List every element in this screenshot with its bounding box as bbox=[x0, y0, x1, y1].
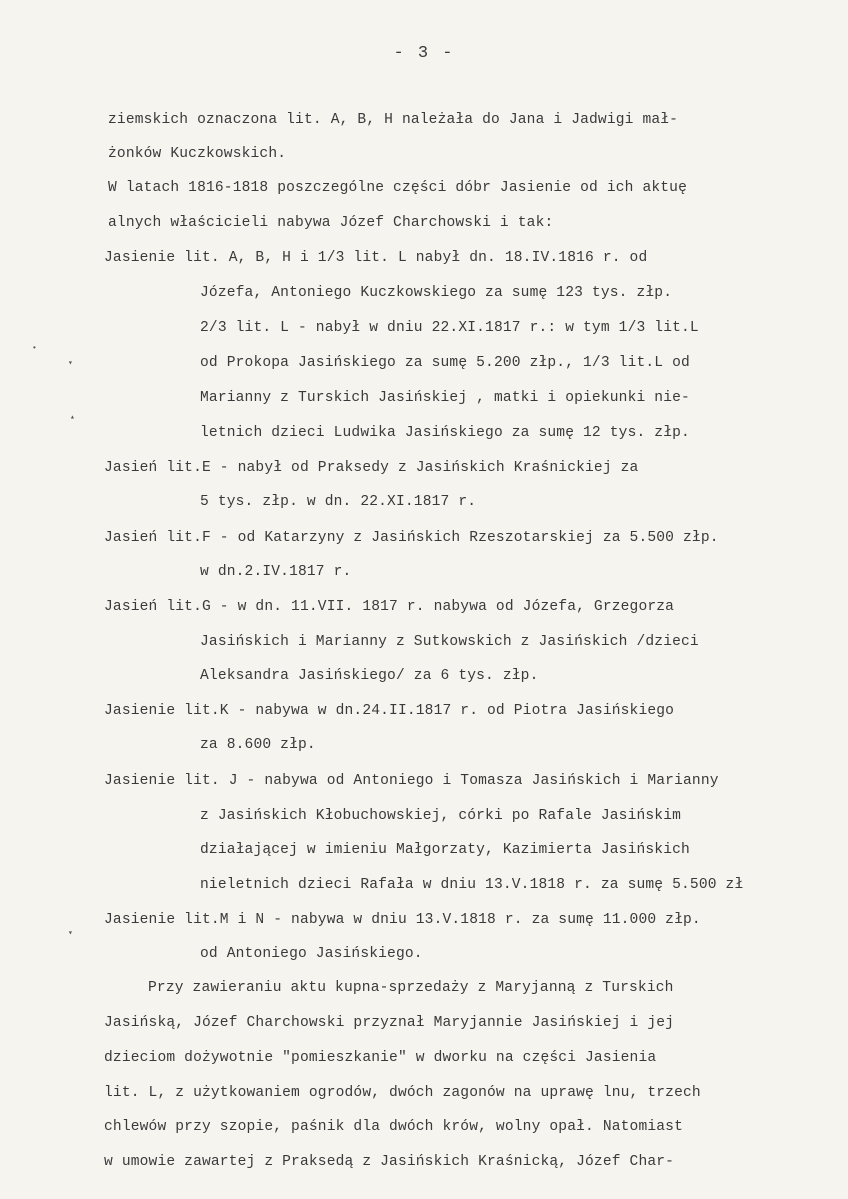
text-line: chlewów przy szopie, paśnik dla dwóch krów, wolny opał. Natomiast bbox=[104, 1119, 683, 1135]
text-line: Marianny z Turskich Jasińskiej , matki i opiekunki nie- bbox=[200, 390, 690, 406]
text-line: lit. L, z użytkowaniem ogrodów, dwóch zagonów na uprawę lnu, trzech bbox=[104, 1085, 701, 1101]
text-line: letnich dzieci Ludwika Jasińskiego za sumę 12 tys. złp. bbox=[200, 425, 690, 441]
text-line: nieletnich dzieci Rafała w dniu 13.V.1818 r. za sumę 5.500 zł bbox=[200, 877, 744, 893]
text-line: w umowie zawartej z Praksedą z Jasińskich Kraśnicką, Józef Char- bbox=[104, 1154, 675, 1170]
text-line: żonków Kuczkowskich. bbox=[108, 146, 287, 162]
text-line: ziemskich oznaczona lit. A, B, H należała do Jana i Jadwigi mał- bbox=[108, 112, 679, 128]
text-line: Przy zawieraniu aktu kupna-sprzedaży z Maryjanną z Turskich bbox=[148, 980, 674, 996]
text-line: Jasienie lit. J - nabywa od Antoniego i Tomasza Jasińskich i Marianny bbox=[104, 773, 719, 789]
text-line: od Antoniego Jasińskiego. bbox=[200, 946, 423, 962]
text-line: Jasień lit.E - nabył od Praksedy z Jasińskich Kraśnickiej za bbox=[104, 460, 639, 476]
text-line: W latach 1816-1818 poszczególne części dóbr Jasienie od ich aktuę bbox=[108, 180, 687, 196]
text-line: Józefa, Antoniego Kuczkowskiego za sumę 123 tys. złp. bbox=[200, 285, 673, 301]
text-line: Jasińską, Józef Charchowski przyznał Maryjannie Jasińskiej i jej bbox=[104, 1015, 675, 1031]
text-line: w dn.2.IV.1817 r. bbox=[200, 564, 352, 580]
text-line: od Prokopa Jasińskiego za sumę 5.200 złp., 1/3 lit.L od bbox=[200, 355, 690, 371]
margin-mark: ▴ bbox=[70, 413, 75, 422]
text-line: alnych właścicieli nabywa Józef Charchowski i tak: bbox=[108, 215, 554, 231]
text-line: działającej w imieniu Małgorzaty, Kazimierta Jasińskich bbox=[200, 842, 690, 858]
margin-mark: ▾ bbox=[68, 359, 73, 368]
text-line: Jasień lit.F - od Katarzyny z Jasińskich Rzeszotarskiej za 5.500 złp. bbox=[104, 530, 719, 546]
text-line: Jasińskich i Marianny z Sutkowskich z Jasińskich /dzieci bbox=[200, 634, 699, 650]
text-line: Jasień lit.G - w dn. 11.VII. 1817 r. nabywa od Józefa, Grzegorza bbox=[104, 599, 675, 615]
text-line: Aleksandra Jasińskiego/ za 6 tys. złp. bbox=[200, 668, 539, 684]
page-number: - 3 - bbox=[393, 44, 455, 63]
text-line: 2/3 lit. L - nabył w dniu 22.XI.1817 r.: w tym 1/3 lit.L bbox=[200, 320, 699, 336]
text-line: Jasienie lit. A, B, H i 1/3 lit. L nabył dn. 18.IV.1816 r. od bbox=[104, 250, 648, 266]
margin-mark: ▾ bbox=[68, 929, 73, 938]
text-line: za 8.600 złp. bbox=[200, 737, 316, 753]
text-line: Jasienie lit.K - nabywa w dn.24.II.1817 r. od Piotra Jasińskiego bbox=[104, 703, 675, 719]
text-line: 5 tys. złp. w dn. 22.XI.1817 r. bbox=[200, 494, 477, 510]
margin-mark: • bbox=[32, 344, 37, 353]
text-line: dzieciom dożywotnie "pomieszkanie" w dworku na części Jasienia bbox=[104, 1050, 657, 1066]
text-line: Jasienie lit.M i N - nabywa w dniu 13.V.1818 r. za sumę 11.000 złp. bbox=[104, 912, 701, 928]
text-line: z Jasińskich Kłobuchowskiej, córki po Rafale Jasińskim bbox=[200, 808, 682, 824]
